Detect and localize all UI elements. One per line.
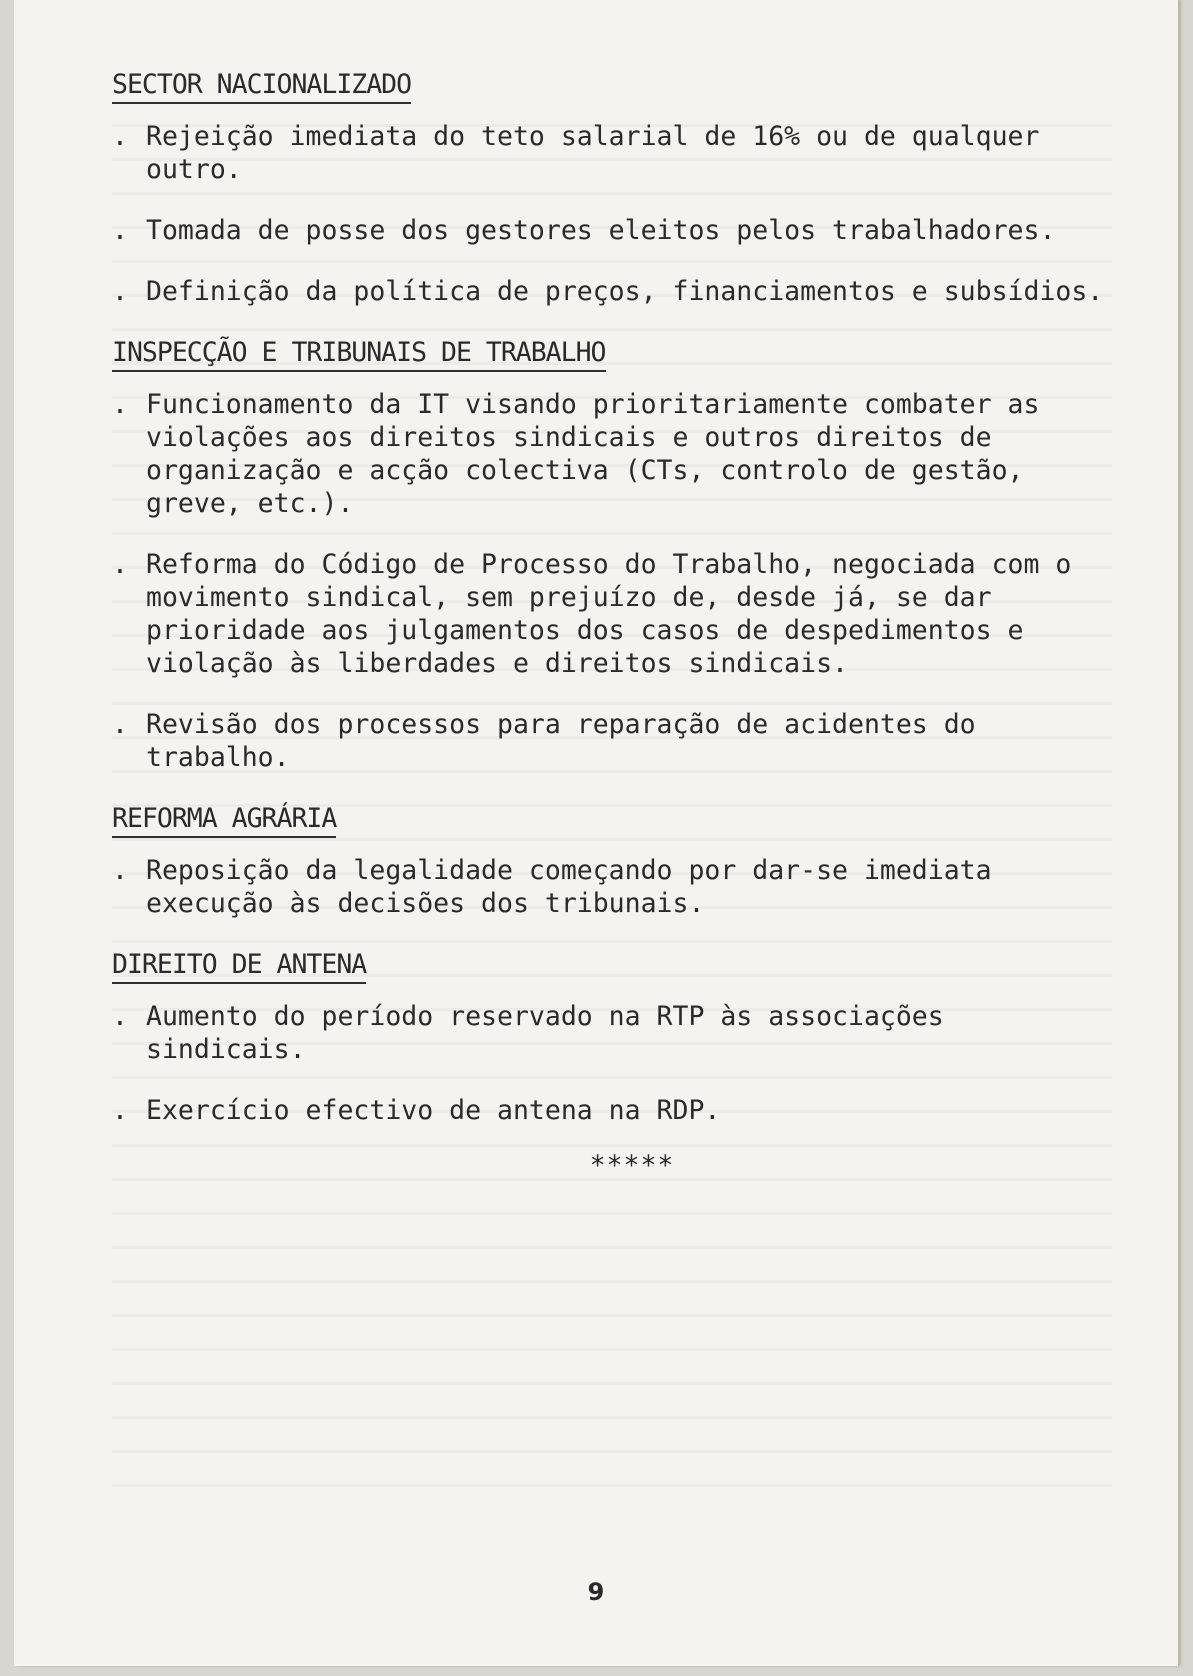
- item-text: Aumento do período reservado na RTP às associações sindicais.: [146, 1001, 944, 1065]
- item-text: Rejeição imediata do teto salarial de 16% ou de qualquer outro.: [146, 121, 1040, 185]
- document-page: [14, 0, 1179, 1666]
- bullet: .: [112, 276, 128, 307]
- section-heading: INSPECÇÃO E TRIBUNAIS DE TRABALHO: [112, 336, 606, 372]
- section-direito-de-antena: [112, 948, 1112, 1127]
- item-text: Definição da política de preços, financiamentos e subsídios.: [146, 276, 1104, 307]
- list-item: [112, 1000, 1112, 1066]
- section-heading: SECTOR NACIONALIZADO: [112, 68, 411, 104]
- section-heading: DIREITO DE ANTENA: [112, 948, 366, 984]
- item-text: Exercício efectivo de antena na RDP.: [146, 1095, 721, 1126]
- item-text: Funcionamento da IT visando prioritariamente combater as violações aos direitos sindicais e outros direitos de organização e acção colectiva (CTs, controlo de gestão, greve, etc.).: [146, 389, 1040, 519]
- item-text: Tomada de posse dos gestores eleitos pelos trabalhadores.: [146, 215, 1056, 246]
- list-item: [112, 1094, 1112, 1127]
- page-body: [112, 68, 1112, 1182]
- bullet: .: [112, 549, 128, 580]
- list-item: [112, 275, 1112, 308]
- bullet: .: [112, 709, 128, 740]
- page-number: 9: [587, 1578, 605, 1606]
- list-item: [112, 120, 1112, 186]
- item-text: Reposição da legalidade começando por dar-se imediata execução às decisões dos tribunais.: [146, 855, 992, 919]
- list-item: [112, 854, 1112, 920]
- section-inspeccao-tribunais: [112, 336, 1112, 774]
- item-text: Revisão dos processos para reparação de acidentes do trabalho.: [146, 709, 976, 773]
- bullet: .: [112, 855, 128, 886]
- bullet: .: [112, 121, 128, 152]
- item-text: Reforma do Código de Processo do Trabalho, negociada com o movimento sindical, sem prejuízo de, desde já, se dar prioridade aos julgamentos dos casos de despedimentos e violação às liberdades e direitos sindicais.: [146, 549, 1072, 679]
- bullet: .: [112, 1095, 128, 1126]
- section-reforma-agraria: [112, 802, 1112, 920]
- section-separator: *****: [589, 1150, 675, 1181]
- list-item: [112, 214, 1112, 247]
- list-item: [112, 388, 1112, 520]
- bullet: .: [112, 1001, 128, 1032]
- section-heading: REFORMA AGRÁRIA: [112, 802, 336, 838]
- bullet: .: [112, 389, 128, 420]
- list-item: [112, 548, 1112, 680]
- list-item: [112, 708, 1112, 774]
- section-sector-nacionalizado: [112, 68, 1112, 308]
- bullet: .: [112, 215, 128, 246]
